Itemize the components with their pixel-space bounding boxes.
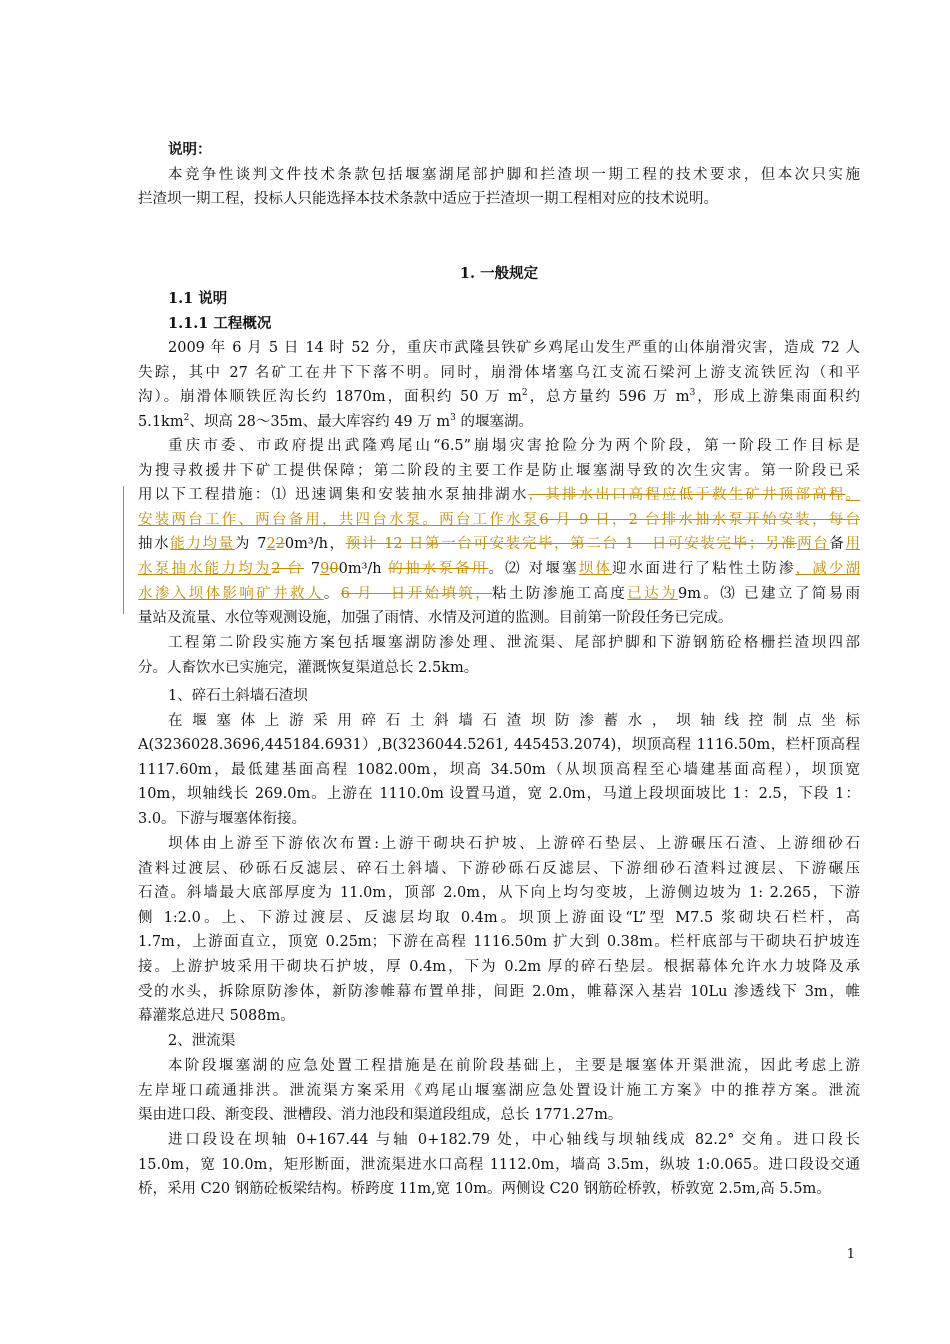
p2-line-2: 为搜寻救援井下矿工提供保障；第二阶段的主要工作是防止堰塞湖导致的次生灾害。第一阶段已采 [138,462,860,479]
p4-line-8: 幕灌浆总进尺 5088m。 [138,1008,295,1025]
p6-line-2: 15.0m，宽 10.0m，矩形断面，泄流渠进水口高程 1112.0m，墙高 3.5m，纵坡 1:0.065。进口段设交通 [138,1156,860,1173]
p6-line-3: 桥，采用 C20 钢筋砼板梁结构。桥跨度 11m,宽 10m。两侧设 C20 钢筋砼桥敦，桥敦宽 2.5m,高 5.5m。 [138,1181,831,1198]
paragraph-1 [138,336,860,434]
section-title: 1. 一般规定 [459,265,539,282]
p4-line-1: 坝体由上游至下游依次布置:上游干砌块石护坡、上游碎石垫层、上游碾压石渣、上游细砂石 [168,836,860,852]
paragraph-6 [138,1128,860,1202]
paragraph-5 [138,1054,860,1128]
p2-line-6: 水泵抽水能力均为2 台 7900m³/h 的抽水泵备用。⑵ 对堰塞坝体迎水面进行了粘性土防渗，减少湖 [138,560,860,577]
p4-line-4: 侧 1:2.0。上、下游过渡层、反滤层均取 0.4m。坝顶上游面设“L”型 M7.5 浆砌块石栏杆，高 [138,909,860,926]
subheading-1-1: 1.1 说明 [168,290,228,307]
p3-line-1: 工程第二阶段实施方案包括堰塞湖防渗处理、泄流渠、尾部护脚和下游钢筋砼格栅拦渣坝四部 [168,635,860,651]
p4-line-3: 石渣。斜墙最大底部厚度为 11.0m，顶部 2.0m，从下向上均匀变坡，上游侧边坡为 1: 2.265，下游 [138,885,860,902]
p2-line-3: 用以下工程措施：⑴ 迅速调集和安装抽水泵抽排湖水，其排水出口高程应低于救生矿井顶部高程。 [138,487,860,504]
p4-line-7: 受的水头，拆除原防渗体，新防渗帷幕布置单排，间距 2.0m，帷幕深入基岩 10Lu 渗透线下 3m，帷 [138,983,860,1000]
p2-line-1: 重庆市委、市政府提出武隆鸡尾山“6.5”崩塌灾害抢险分为两个阶段，第一阶段工作目标是 [168,438,860,454]
p5-line-1: 本阶段堰塞湖的应急处置工程措施是在前阶段基础上，主要是堰塞体开渠泄流，因此考虑上游 [168,1058,860,1074]
item-2-title: 2、泄流渠 [168,1033,236,1049]
p1-line-3: 沟）。崩滑体顺铁匠沟长约 1870m，面积约 50 万 $m^2$，总方量约 596 万 $m^3$，形成上游集雨面积约 [138,388,860,406]
item-1-line-2: A(3236028.3696,445184.6931）,B(3236044.5261, 445453.2074)，坝顶高程 1116.50m，栏杆顶高程 [138,737,860,754]
item-1-line-3: 1117.60m，最低建基面高程 1082.00m，坝高 34.50m（从坝顶高程至心墙建基面高程），坝顶宽 [138,761,860,778]
item-2 [138,1029,860,1054]
subheading-1-1-1: 1.1.1 工程概况 [168,314,272,332]
p2-line-8: 量站及流量、水位等观测设施，加强了雨情、水情及河道的监测。目前第一阶段任务已完成。 [138,610,733,627]
item-1-line-5: 3.0。下游与堰塞体衔接。 [138,810,307,827]
p4-line-6: 接。上游护坡采用干砌块石护坡，厚 0.4m，下为 0.2m 厚的碎石垫层。根据幕体允许水力坡降及承 [138,958,860,975]
note-heading: 说明： [168,141,212,158]
deleted-text: ，其排水出口高程应低于救生矿井顶部高程 [528,487,846,504]
p2-line-7: 水渗入坝体影响矿井救人。6 月 日开始填筑，粘土防渗施工高度已达为9m。⑶ 已建立了简易雨 [138,585,860,602]
item-1-title: 1、碎石土斜墙石渣坝 [168,688,308,704]
item-1 [138,684,860,832]
note-block [138,138,860,212]
revision-change-bar [123,486,124,614]
p3-line-2: 分。人畜饮水已实施完，灌溉恢复渠道总长 2.5km。 [138,659,479,676]
p1-line-4: $5.1km^2$、坝高 28～35m、最大库容约 49 万 $m^3$ 的堰塞湖。 [138,412,533,430]
page-number: 1 [846,1247,855,1262]
note-line-1: 本竞争性谈判文件技术条款包括堰塞湖尾部护脚和拦渣坝一期工程的技术要求，但本次只实施 [168,166,860,183]
p5-line-2: 左岸垭口疏通排洪。泄流渠方案采用《鸡尾山堰塞湖应急处置设计施工方案》中的推荐方案。泄流 [138,1082,860,1099]
p6-line-1: 进口段设在坝轴 0+167.44 与轴 0+182.79 处，中心轴线与坝轴线成 82.2° 交角。进口段长 [168,1132,860,1148]
p4-line-5: 1.7m，上游面直立，顶宽 0.25m；下游在高程 1116.50m 扩大到 0.38m。栏杆底部与干砌块石护坡连 [138,934,860,951]
p5-line-3: 渠由进口段、渐变段、泄槽段、消力池段和渠道段组成，总长 1771.27m。 [138,1107,623,1124]
paragraph-3 [138,631,860,680]
p1-line-1: 2009 年 6 月 5 日 14 时 52 分，重庆市武隆县铁矿乡鸡尾山发生严重的山体崩滑灾害，造成 72 人 [168,340,860,356]
p1-line-2: 失踪，其中 27 名矿工在井下下落不明。同时，崩滑体堵塞乌江支流石梁河上游支流铁匠沟（和平 [138,364,860,381]
p2-line-4: 安装两台工作、两台备用，共四台水泵。两台工作水泵6 月 9 日，2 台排水抽水泵开始安装，每台 [138,511,860,528]
item-1-line-4: 10m，坝轴线长 269.0m。上游在 1110.0m 设置马道，宽 2.0m，马道上段坝面坡比 1：2.5，下段 1： [138,786,860,803]
inserted-text: 。 [845,487,860,504]
p4-line-2: 渣料过渡层、砂砾石反滤层、碎石土斜墙、下游砂砾石反滤层、下游细砂石渣料过渡层、下游碾压 [138,860,860,877]
subheadings [138,287,860,336]
note-line-2: 拦渣坝一期工程，投标人只能选择本技术条款中适应于拦渣坝一期工程相对应的技术说明。 [138,191,718,208]
paragraph-4 [138,832,860,1029]
item-1-line-1: 在 堰 塞 体 上 游 采 用 碎 石 土 斜 墙 石 渣 坝 防 渗 蓄 水 ， 坝 轴 线 控 制 点 坐 标 [168,712,860,729]
paragraph-2 [138,434,860,631]
section-title-block [138,262,860,287]
p2-line-5: 抽水能力均量为 7220m³/h，预计 12 日第一台可安装完毕，第二台 1 日可安装完毕；另准两台备用 [138,536,860,553]
